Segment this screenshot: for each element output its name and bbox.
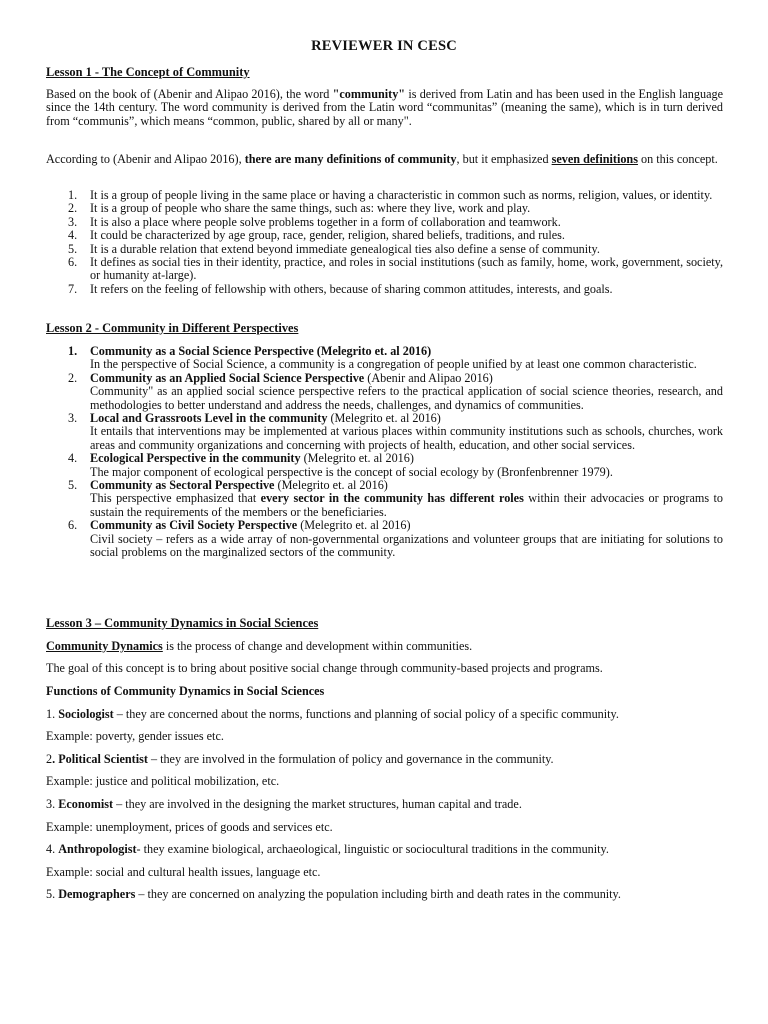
defs-intro-a: According to (Abenir and Alipao 2016), [46,152,245,166]
list-number: 6. [68,518,78,533]
perspective-body: Community" as an applied social science perspective refers to the practical application of social science theories, research, and methodologies to better understand and address the needs, challenges, and dynamics of communities. [90,384,723,412]
defs-intro-d: seven definitions [551,152,638,166]
perspective-title: Community as Civil Society Perspective [90,518,298,533]
function-example: Example: social and cultural health issues, language etc. [46,865,321,879]
perspective-title: Local and Grassroots Level in the community [90,411,328,426]
definitions-intro [46,153,723,166]
list-number: 3. [68,214,78,229]
perspectives-list [46,345,723,560]
function-term: Anthropologist [58,842,137,856]
list-item [46,345,723,372]
list-number: 2. [68,201,78,216]
list-number: 3. [68,411,78,426]
list-item [46,452,723,479]
perspective-citation: (Melegrito et. al 2016) [274,478,388,493]
list-item [46,519,723,559]
function-line [46,708,723,721]
list-item [46,283,723,296]
perspective-body-c: within their advocacies or programs to sustain the requirements of the members or the beneficiaries. [90,491,723,519]
function-line [46,888,723,901]
function-number: 3. [46,797,59,811]
list-number: 1. [68,344,78,358]
function-description: – they are concerned about the norms, functions and planning of social policy of a specific community. [113,707,619,721]
functions-heading: Functions of Community Dynamics in Social Sciences [46,684,325,698]
definition-term: Community Dynamics [46,639,163,653]
lesson1-intro [46,88,723,128]
list-text: It could be characterized by age group, race, gender, religion, shared beliefs, traditions, and rules. [90,228,565,243]
perspective-body: In the perspective of Social Science, a community is a congregation of people unified by at least one common characteristic. [90,357,697,372]
function-number: 5. [46,887,59,901]
function-example: Example: poverty, gender issues etc. [46,729,224,743]
list-number: 4. [68,228,78,243]
list-text: It is a durable relation that extend beyond immediate genealogical ties also define a sense of community. [90,241,600,256]
function-description: – they are concerned on analyzing the population including birth and death rates in the community. [135,887,621,901]
function-line [46,843,723,856]
function-term: Sociologist [58,707,114,721]
perspective-title: Community as an Applied Social Science Perspective [90,370,365,385]
list-text: It refers on the feeling of fellowship with others, because of sharing common attitudes, interests, and goals. [90,281,613,296]
function-line [46,753,723,766]
lesson2-heading: Lesson 2 - Community in Different Perspectives [46,321,299,335]
function-example: Example: unemployment, prices of goods and services etc. [46,820,333,834]
list-number: 2. [68,370,78,385]
list-item [46,256,723,283]
list-item [46,243,723,256]
definitions-list [46,189,723,296]
list-item [46,229,723,242]
goal-text: The goal of this concept is to bring about positive social change through community-based projects and programs. [46,661,603,675]
intro-text-a: Based on the book of (Abenir and Alipao 2016), the word [46,87,333,101]
perspective-title: Community as a Social Science Perspective (Melegrito et. al 2016) [90,344,432,358]
intro-text-c: is derived from Latin and has been used in the English language since the 14th century. The word community is derived from the Latin word “communitas” (meaning the same), which is in turn derived from “communis”, which means “common, public, shared by all or many". [46,87,724,128]
perspective-title: Ecological Perspective in the community [90,451,301,466]
function-term: Economist [58,797,114,811]
list-number: 6. [68,255,78,270]
list-text: It is also a place where people solve problems together in a form of collaboration and teamwork. [90,214,561,229]
function-description: - they examine biological, archaeological, linguistic or sociocultural traditions in the community. [136,842,609,856]
intro-term: "community" [332,87,406,101]
list-item [46,372,723,412]
list-item [46,479,723,519]
defs-intro-e: on this concept. [637,152,718,166]
function-example: Example: justice and political mobilization, etc. [46,774,280,788]
function-term: . Political Scientist [52,752,148,766]
defs-intro-c: , but it emphasized [456,152,552,166]
function-line [46,798,723,811]
list-number: 5. [68,241,78,256]
function-number: 2 [46,752,53,766]
perspective-body: Civil society – refers as a wide array of non-governmental organizations and volunteer groups that are initiating for solutions to social problems on the marginalized sectors of the community. [90,531,723,560]
perspective-body-a: This perspective emphasized that [90,491,261,506]
perspective-citation: (Melegrito et. al 2016) [300,451,414,466]
perspective-body-b: every sector in the community has different roles [260,491,524,506]
perspective-body: It entails that interventions may be implemented at various places within community institutions such as schools, churches, work areas and community organizations and concerning with projects of health, education, and other social services. [90,424,723,452]
list-item [46,202,723,215]
list-text: It defines as social ties in their identity, practice, and roles in social institutions (such as family, home, work, government, society, or humanity at-large). [90,255,723,283]
community-dynamics-definition [46,640,723,653]
function-description: – they are involved in the designing the market structures, human capital and trade. [113,797,522,811]
list-item [46,412,723,452]
perspective-citation: (Melegrito et. al 2016) [297,518,411,533]
list-number: 5. [68,478,78,493]
function-description: – they are involved in the formulation of policy and governance in the community. [147,752,554,766]
list-number: 7. [68,281,78,296]
function-number: 1. [46,707,59,721]
lesson1-heading: Lesson 1 - The Concept of Community [46,65,250,79]
list-text: It is a group of people living in the same place or having a characteristic in common such as norms, religion, values, or identity. [90,188,713,202]
perspective-body: The major component of ecological perspective is the concept of social ecology by (Bronfenbrenner 1979). [90,464,613,479]
list-item [46,216,723,229]
perspective-citation: (Abenir and Alipao 2016) [364,370,493,385]
definition-text: is the process of change and development within communities. [162,639,473,653]
defs-intro-b: there are many definitions of community [244,152,457,166]
list-text: It is a group of people who share the same things, such as: where they live, work and play. [90,201,531,216]
list-number: 4. [68,451,78,466]
list-item [46,189,723,202]
list-number: 1. [68,188,78,202]
function-term: Demographers [58,887,136,901]
lesson3-heading: Lesson 3 – Community Dynamics in Social Sciences [46,616,319,630]
perspective-title: Community as Sectoral Perspective [90,478,275,493]
perspective-citation: (Melegrito et. al 2016) [327,411,441,426]
function-number: 4. [46,842,59,856]
document-title: REVIEWER IN CESC [311,38,457,54]
